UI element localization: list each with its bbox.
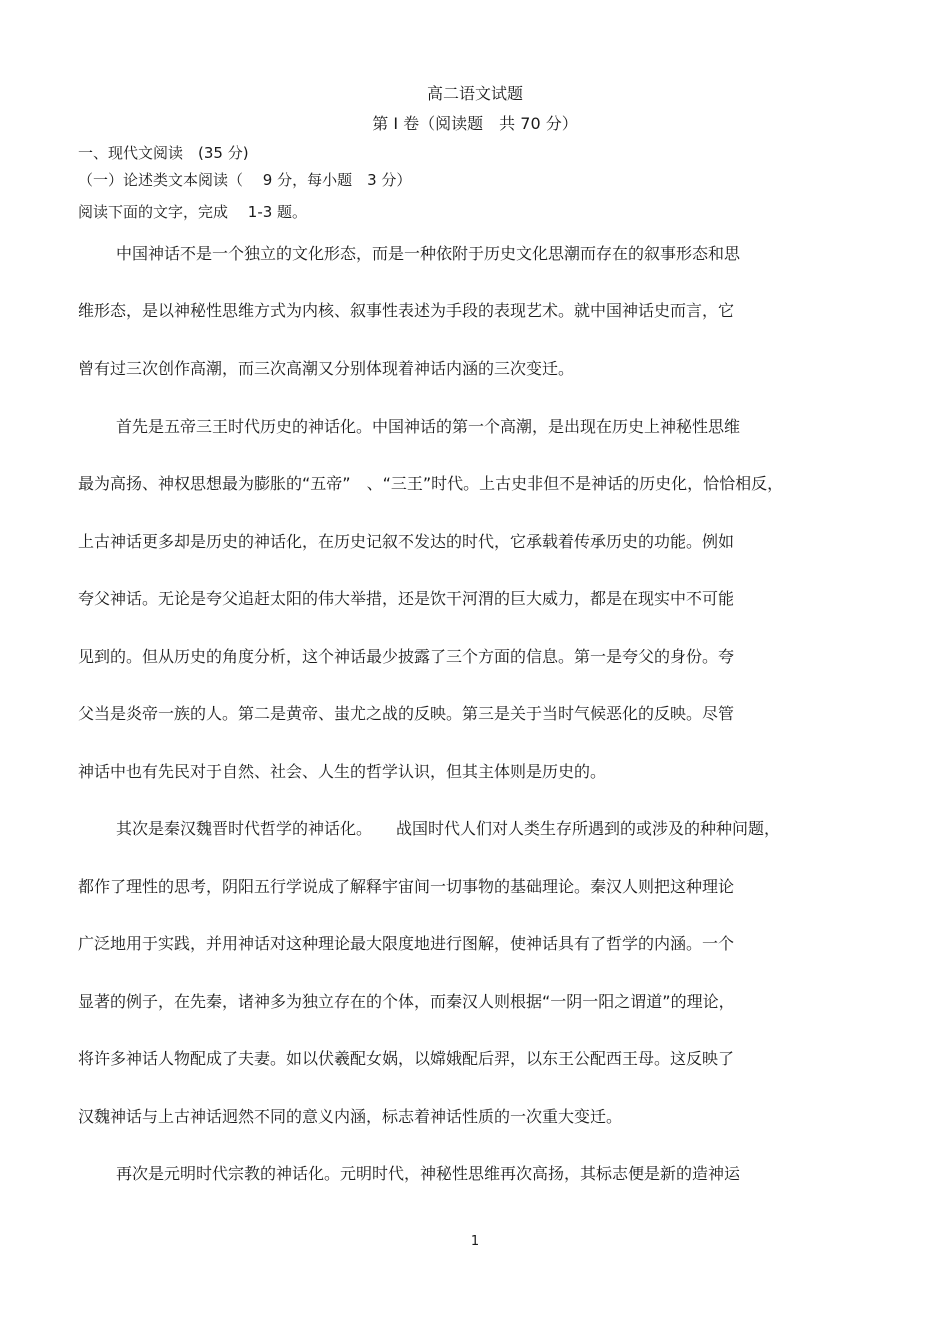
text-line: 见到的。但从历史的角度分析，这个神话最少披露了三个方面的信息。第一是夸父的身份。夸 bbox=[78, 647, 735, 666]
instruction-text: 阅读下面的文字，完成 1-3 题。 bbox=[78, 203, 308, 221]
text-line: 广泛地用于实践，并用神话对这种理论最大限度地进行图解，使神话具有了哲学的内涵。一个 bbox=[78, 934, 735, 953]
text-line: 其次是秦汉魏晋时代哲学的神话化。 战国时代人们对人类生存所遇到的或涉及的种种问题， bbox=[116, 819, 781, 838]
text-line: 维形态，是以神秘性思维方式为内核、叙事性表述为手段的表现艺术。就中国神话史而言，它 bbox=[78, 301, 735, 320]
page-number: 1 bbox=[470, 1234, 480, 1249]
text-line: 再次是元明时代宗教的神话化。元明时代，神秘性思维再次高扬，其标志便是新的造神运 bbox=[116, 1164, 741, 1183]
text-line: 都作了理性的思考，阴阳五行学说成了解释宇宙间一切事物的基础理论。秦汉人则把这种理论 bbox=[78, 877, 735, 896]
text-line: 显著的例子，在先秦，诸神多为独立存在的个体，而秦汉人则根据“一阴一阳之谓道”的理论， bbox=[78, 992, 735, 1011]
text-line: 最为高扬、神权思想最为膨胀的“五帝” 、“三王”时代。上古史非但不是神话的历史化，恰恰相反， bbox=[78, 474, 784, 493]
exam-subtitle: 第 I 卷（阅读题 共 70 分） bbox=[372, 114, 578, 133]
section-heading: 一、现代文阅读 (35 分) bbox=[78, 144, 249, 162]
subsection-heading: （一）论述类文本阅读（ 9 分，每小题 3 分） bbox=[78, 171, 412, 189]
text-line: 将许多神话人物配成了夫妻。如以伏羲配女娲，以嫦娥配后羿，以东王公配西王母。这反映了 bbox=[78, 1049, 735, 1068]
text-line: 首先是五帝三王时代历史的神话化。中国神话的第一个高潮，是出现在历史上神秘性思维 bbox=[116, 417, 741, 436]
text-line: 上古神话更多却是历史的神话化，在历史记叙不发达的时代，它承载着传承历史的功能。例如 bbox=[78, 532, 735, 551]
text-line: 神话中也有先民对于自然、社会、人生的哲学认识，但其主体则是历史的。 bbox=[78, 762, 607, 781]
text-line: 父当是炎帝一族的人。第二是黄帝、蚩尤之战的反映。第三是关于当时气候恶化的反映。尽管 bbox=[78, 704, 735, 723]
text-line: 夸父神话。无论是夸父追赶太阳的伟大举措，还是饮干河渭的巨大威力，都是在现实中不可能 bbox=[78, 589, 735, 608]
text-line: 汉魏神话与上古神话迥然不同的意义内涵，标志着神话性质的一次重大变迁。 bbox=[78, 1107, 623, 1126]
text-line: 曾有过三次创作高潮，而三次高潮又分别体现着神话内涵的三次变迁。 bbox=[78, 359, 575, 378]
text-line: 中国神话不是一个独立的文化形态，而是一种依附于历史文化思潮而存在的叙事形态和思 bbox=[116, 244, 741, 263]
exam-title: 高二语文试题 bbox=[426, 84, 523, 103]
